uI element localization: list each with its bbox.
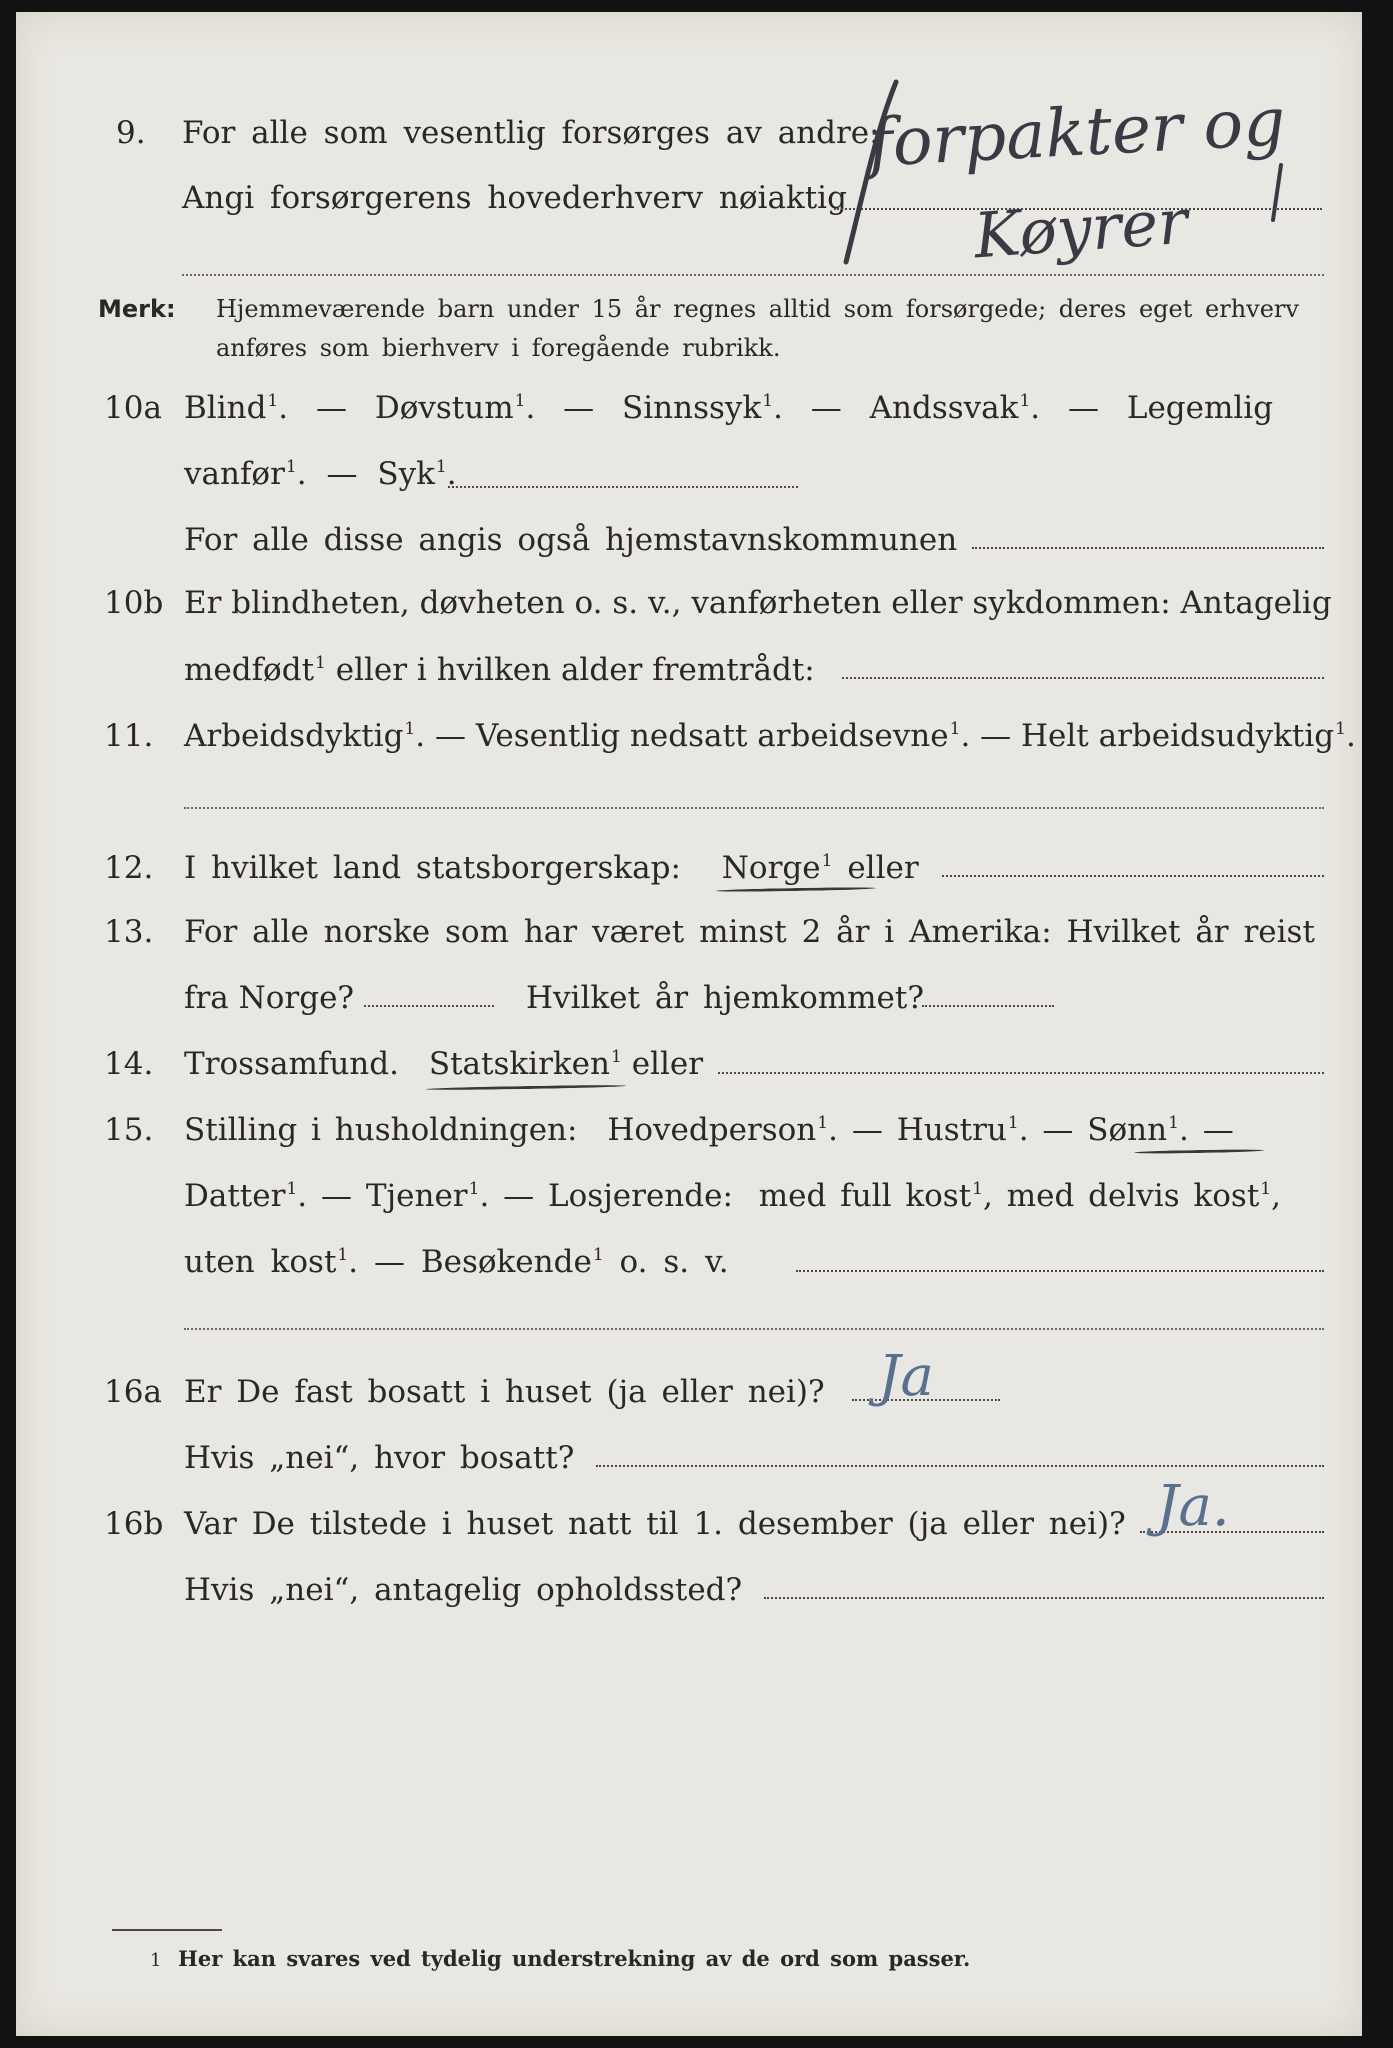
opt-udyktig: Helt arbeidsudyktig: [1021, 718, 1335, 754]
q13-line2a: fra Norge?: [184, 980, 355, 1016]
opt-syk: Syk: [377, 456, 435, 492]
q16b-line1: Var De tilstede i huset natt til 1. desember (ja eller nei)?: [184, 1506, 1126, 1542]
q10a-fill-line: [448, 486, 798, 488]
q13-fill-line-1: [364, 1005, 494, 1007]
opt-arbeidsdyktig: Arbeidsdyktig: [184, 718, 404, 754]
q16a-handwritten-answer: Ja: [878, 1344, 934, 1409]
q13-number: 13.: [104, 914, 154, 950]
footnote-mark: 1: [150, 1950, 162, 1971]
opt-dovstum: Døvstum: [374, 390, 514, 426]
underline-sonn: [1134, 1149, 1264, 1154]
q10b-line2: medfødt$^1$ eller i hvilken alder fremtrådt:: [184, 652, 815, 688]
q14-line: Trossamfund. Statskirken$^1$ eller: [184, 1046, 704, 1082]
opt-sinnssyk: Sinnssyk: [622, 390, 762, 426]
q15-fill-line-2: [184, 1328, 1324, 1330]
q11-number: 11.: [104, 718, 154, 754]
q10a-line2: vanfør$^1$. — Syk$^1$.: [184, 456, 457, 492]
q13-line1: For alle norske som har været minst 2 år i Amerika: Hvilket år reist: [184, 914, 1315, 950]
opt-statskirken: Statskirken: [428, 1046, 610, 1082]
opt-hustru: Hustru: [896, 1112, 1007, 1148]
opt-tjener: Tjener: [365, 1178, 468, 1214]
merk-line1: Hjemmeværende barn under 15 år regnes alltid som forsørgede; deres eget erhverv: [216, 295, 1299, 323]
q13-fill-line-2: [922, 1005, 1054, 1007]
underline-norge: [716, 887, 876, 893]
q10b-fill-line: [842, 677, 1324, 679]
q15-line1: Stilling i husholdningen: Hovedperson$^1$. — Hustru$^1$. — Sønn$^1$. —: [184, 1112, 1234, 1148]
q10a-number: 10a: [104, 390, 162, 426]
q16a-line2: Hvis „nei“, hvor bosatt?: [184, 1440, 575, 1476]
opt-legemlig: Legemlig: [1126, 390, 1274, 426]
q16b-fill-line-2: [764, 1597, 1324, 1599]
q14-fill-line: [718, 1072, 1324, 1074]
opt-andssvak: Andssvak: [869, 390, 1019, 426]
q12-number: 12.: [104, 850, 154, 886]
q11-line1: Arbeidsdyktig$^1$. — Vesentlig nedsatt arbeidsevne$^1$. — Helt arbeidsudyktig$^1$.: [184, 718, 1356, 754]
opt-datter: Datter: [184, 1178, 286, 1214]
q10a-fill-line-2: [972, 547, 1324, 549]
q10a-line3: For alle disse angis også hjemstavnskommunen: [184, 522, 958, 558]
census-form-page: [16, 12, 1362, 2036]
q10a-line1: Blind$^1$. — Døvstum$^1$. — Sinnssyk$^1$. — Andssvak$^1$. — Legemlig: [184, 390, 1274, 426]
opt-vanfor: vanfør: [184, 456, 285, 492]
opt-utenkost: uten kost: [184, 1244, 337, 1280]
q16b-number: 16b: [104, 1506, 164, 1542]
q9-handwritten-answer-2: Køyrer: [971, 184, 1190, 273]
underline-statskirken: [426, 1084, 626, 1090]
q16b-line2: Hvis „nei“, antagelig opholdssted?: [184, 1572, 743, 1608]
q9-handwritten-answer-1: forpakter og: [866, 83, 1288, 182]
opt-norge: Norge: [721, 850, 821, 886]
q10b-number: 10b: [104, 585, 164, 621]
q9-line2: Angi forsørgerens hovederhverv nøiaktig: [182, 180, 847, 216]
q10b-line1: Er blindheten, døvheten o. s. v., vanførheten eller sykdommen: Antagelig: [184, 585, 1332, 621]
q12-line: I hvilket land statsborgerskap: Norge$^1$ eller: [184, 850, 919, 886]
opt-hovedperson: Hovedperson: [607, 1112, 817, 1148]
opt-sonn: Sønn: [1087, 1112, 1168, 1148]
q11-fill-line: [184, 807, 1324, 809]
q16a-fill-line-2: [596, 1465, 1324, 1467]
q15-line3: uten kost$^1$. — Besøkende$^1$ o. s. v.: [184, 1244, 729, 1280]
opt-blind: Blind: [184, 390, 267, 426]
q9-handwritten-stroke: [836, 72, 906, 272]
q9-line1: For alle som vesentlig forsørges av andre:: [182, 115, 880, 151]
merk-line2: anføres som bierhverv i foregående rubrikk.: [216, 334, 781, 362]
q14-number: 14.: [104, 1046, 154, 1082]
q9-handwritten-stroke-2: [1261, 160, 1291, 230]
footnote-text: Her kan svares ved tydelig understrekning av de ord som passer.: [178, 1946, 971, 1971]
q16b-handwritten-answer: Ja.: [1156, 1474, 1230, 1539]
footnote-rule: [112, 1929, 222, 1931]
merk-label: Merk:: [98, 295, 176, 323]
q15-number: 15.: [104, 1112, 154, 1148]
opt-besokende: Besøkende: [420, 1244, 592, 1280]
opt-delviskost: med delvis kost: [1006, 1178, 1260, 1214]
q16a-number: 16a: [104, 1374, 162, 1410]
q13-line2b: Hvilket år hjemkommet?: [526, 980, 924, 1016]
q9-fill-line-2: [182, 274, 1324, 276]
q16a-line1: Er De fast bosatt i huset (ja eller nei)?: [184, 1374, 825, 1410]
q15-fill-line: [796, 1270, 1324, 1272]
q15-line2: Datter$^1$. — Tjener$^1$. — Losjerende: med full kost$^1$, med delvis kost$^1$,: [184, 1178, 1281, 1214]
q12-fill-line: [942, 875, 1324, 877]
q9-number: 9.: [116, 115, 146, 151]
opt-nedsatt: Vesentlig nedsatt arbeidsevne: [475, 718, 949, 754]
opt-fullkost: med full kost: [758, 1178, 972, 1214]
